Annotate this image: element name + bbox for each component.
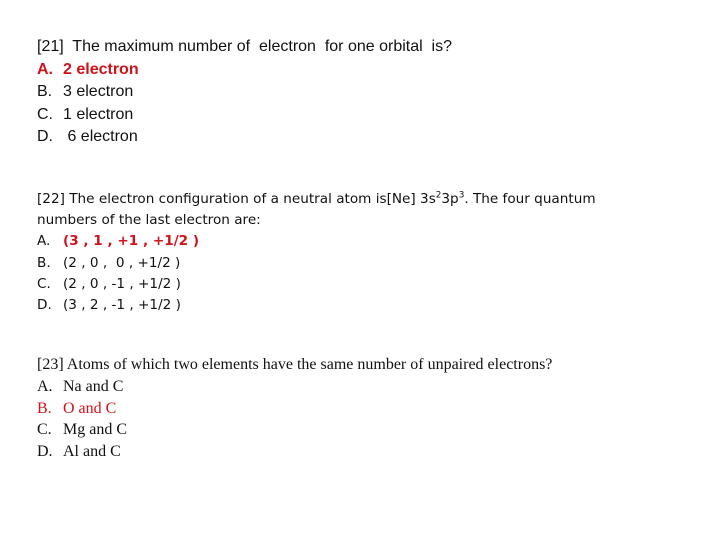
option-letter: D.: [37, 128, 53, 145]
option-text: 3 electron: [63, 83, 134, 100]
option-text: 2 electron: [63, 60, 139, 78]
option-text: Al and C: [63, 443, 121, 461]
question-21-option-c: [37, 104, 452, 127]
option-text: 6 electron: [63, 128, 138, 145]
question-21-option-a: [37, 59, 452, 82]
question-23-option-a: [37, 376, 552, 398]
question-22-text: [37, 189, 657, 231]
superscript: 2: [435, 190, 442, 201]
question-22-option-b: [37, 253, 657, 274]
option-letter: B.: [37, 83, 53, 100]
question-21-option-d: [37, 126, 452, 149]
option-letter: B.: [37, 399, 52, 417]
question-22-option-c: [37, 274, 657, 295]
question-21-option-b: [37, 81, 452, 104]
option-letter: B.: [37, 254, 51, 271]
question-23-text: [23] Atoms of which two elements have the same number of unpaired electrons?: [37, 356, 553, 373]
question-23-option-d: [37, 441, 552, 463]
option-letter: C.: [37, 105, 53, 123]
question-22-prefix: [22] The electron configuration of a neutral atom is[Ne] 3s: [37, 191, 436, 207]
question-22-suffix: . The four quantum numbers of the last electron are:: [37, 191, 596, 229]
option-text: Mg and C: [63, 421, 127, 439]
question-22-option-d: [37, 295, 657, 316]
question-22-option-a: [37, 231, 657, 252]
question-23-option-c: [37, 419, 552, 441]
question-21: [37, 36, 452, 149]
option-text: (3 , 2 , -1 , +1/2 ): [63, 297, 181, 314]
option-text: O and C: [63, 399, 117, 417]
superscript: 3: [458, 190, 465, 201]
option-letter: A.: [37, 233, 51, 250]
option-text: (2 , 0 , -1 , +1/2 ): [63, 275, 181, 292]
option-text: 1 electron: [63, 105, 134, 123]
question-21-text: [21] The maximum number of electron for one orbital is?: [37, 38, 453, 55]
option-text: (3 , 1 , +1 , +1/2 ): [63, 233, 200, 250]
option-letter: A.: [37, 377, 53, 395]
question-22-mid: 3p: [441, 191, 459, 207]
option-text: (2 , 0 , 0 , +1/2 ): [63, 254, 181, 271]
question-22: [37, 189, 657, 316]
question-23-option-b: [37, 398, 552, 420]
option-text: Na and C: [63, 377, 124, 395]
option-letter: D.: [37, 297, 52, 314]
option-letter: D.: [37, 443, 53, 461]
option-letter: A.: [37, 60, 53, 78]
option-letter: C.: [37, 421, 52, 439]
question-23: [37, 354, 552, 463]
option-letter: C.: [37, 275, 51, 292]
